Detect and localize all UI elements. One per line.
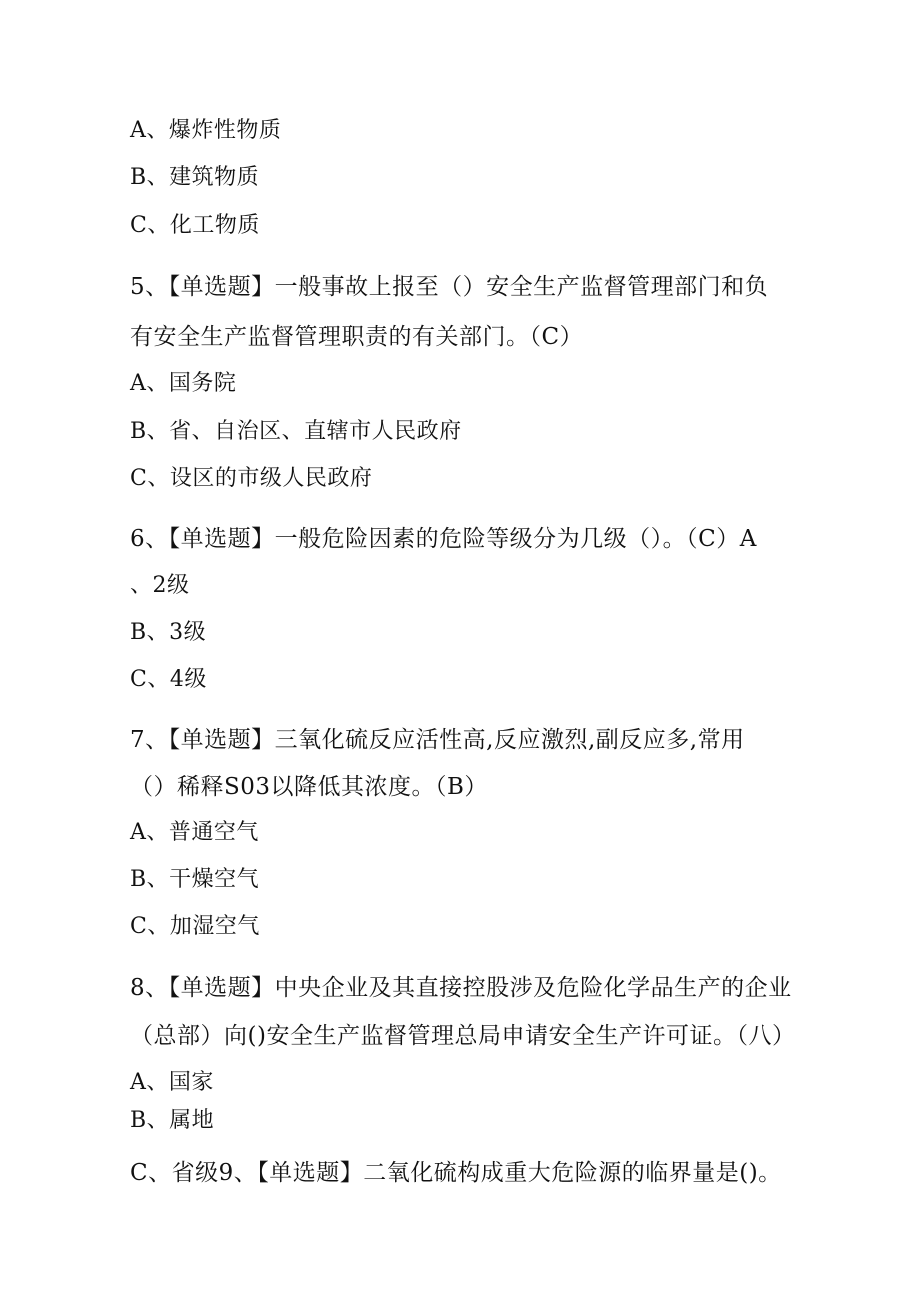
option-5b: B、省、自治区、直辖市人民政府 <box>130 419 462 444</box>
option-4c: C、化工物质 <box>130 213 260 238</box>
option-5c: C、设区的市级人民政府 <box>130 466 373 491</box>
option-8b: B、属地 <box>130 1108 215 1133</box>
option-6a: 、2级 <box>130 573 190 598</box>
option-7b: B、干燥空气 <box>130 867 260 892</box>
option-8a: A、国家 <box>130 1070 214 1095</box>
option-6b: B、3级 <box>130 620 207 645</box>
question-7-line-2: （）稀释S03以降低其浓度。（B） <box>130 774 488 800</box>
option-4b: B、建筑物质 <box>130 165 260 190</box>
option-8c-question-9: C、省级9、【单选题】二氧化硫构成重大危险源的临界量是()。 <box>130 1160 782 1186</box>
option-7a: A、普通空气 <box>130 820 259 845</box>
question-7-line-1: 7、【单选题】三氧化硫反应活性高,反应激烈,副反应多,常用 <box>130 727 745 753</box>
question-8-line-1: 8、【单选题】中央企业及其直接控股涉及危险化学品生产的企业 <box>130 975 792 1001</box>
option-5a: A、国务院 <box>130 371 237 396</box>
option-4a: A、爆炸性物质 <box>130 118 282 143</box>
question-6-line-1: 6、【单选题】一般危险因素的危险等级分为几级（）。（C）A <box>130 526 757 552</box>
question-8-line-2: （总部）向()安全生产监督管理总局申请安全生产许可证。（八） <box>130 1023 796 1049</box>
option-6c: C、4级 <box>130 667 207 692</box>
question-5-line-1: 5、【单选题】一般事故上报至（）安全生产监督管理部门和负 <box>130 274 769 300</box>
option-7c: C、加湿空气 <box>130 914 260 939</box>
question-5-line-2: 有安全生产监督管理职责的有关部门。（C） <box>130 324 584 350</box>
